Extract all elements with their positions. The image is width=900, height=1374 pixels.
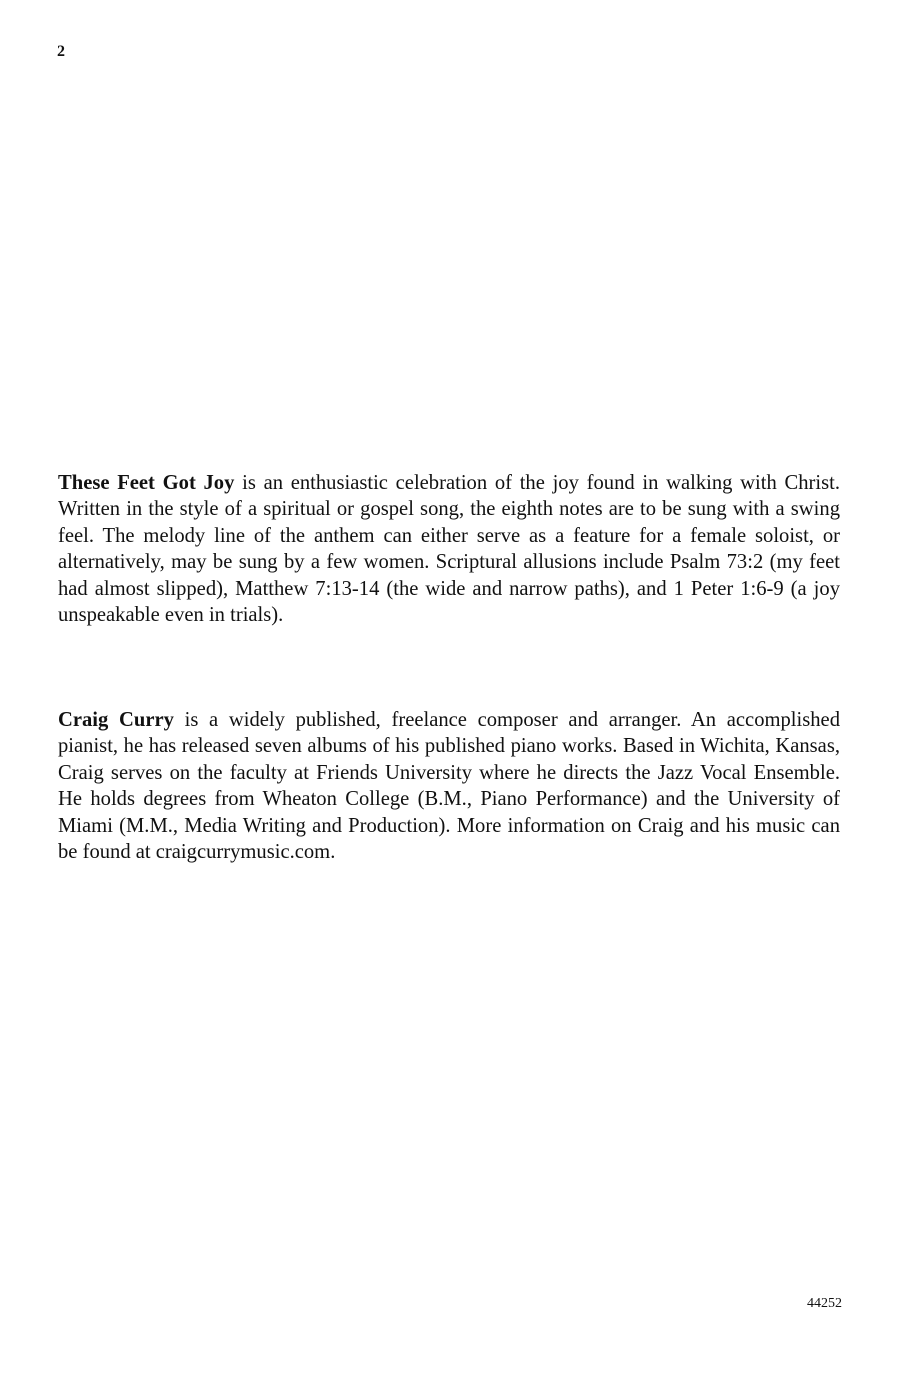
song-description-text: is an enthusiastic celebration of the joy found in walking with Christ. Written in the style of a spiritual or gospel song, the eighth notes are to be sung with a swing feel. The melody line of the anthem can either serve as a feature for a female soloist, or alternatively, may be sung by a few women. Scriptural allusions include Psalm 73:2 (my feet had almost slipped), Matthew 7:13-14 (the wide and narrow paths), and 1 Peter 1:6-9 (a joy unspeakable even in trials). xyxy=(58,472,840,627)
song-description-paragraph xyxy=(58,470,840,628)
song-title: These Feet Got Joy xyxy=(58,472,235,494)
composer-bio-text: is a widely published, freelance composer and arranger. An accomplished pianist, he has released seven albums of his published piano works. Based in Wichita, Kansas, Craig serves on the faculty at Friends University where he directs the Jazz Vocal Ensemble. He holds degrees from Wheaton College (B.M., Piano Performance) and the University of Miami (M.M., Media Writing and Production). More information on Craig and his music can be found at craigcurrymusic.com. xyxy=(58,709,840,864)
composer-bio-paragraph xyxy=(58,707,840,865)
page-number: 2 xyxy=(57,43,65,60)
composer-name: Craig Curry xyxy=(58,709,174,731)
catalog-number: 44252 xyxy=(807,1296,842,1311)
